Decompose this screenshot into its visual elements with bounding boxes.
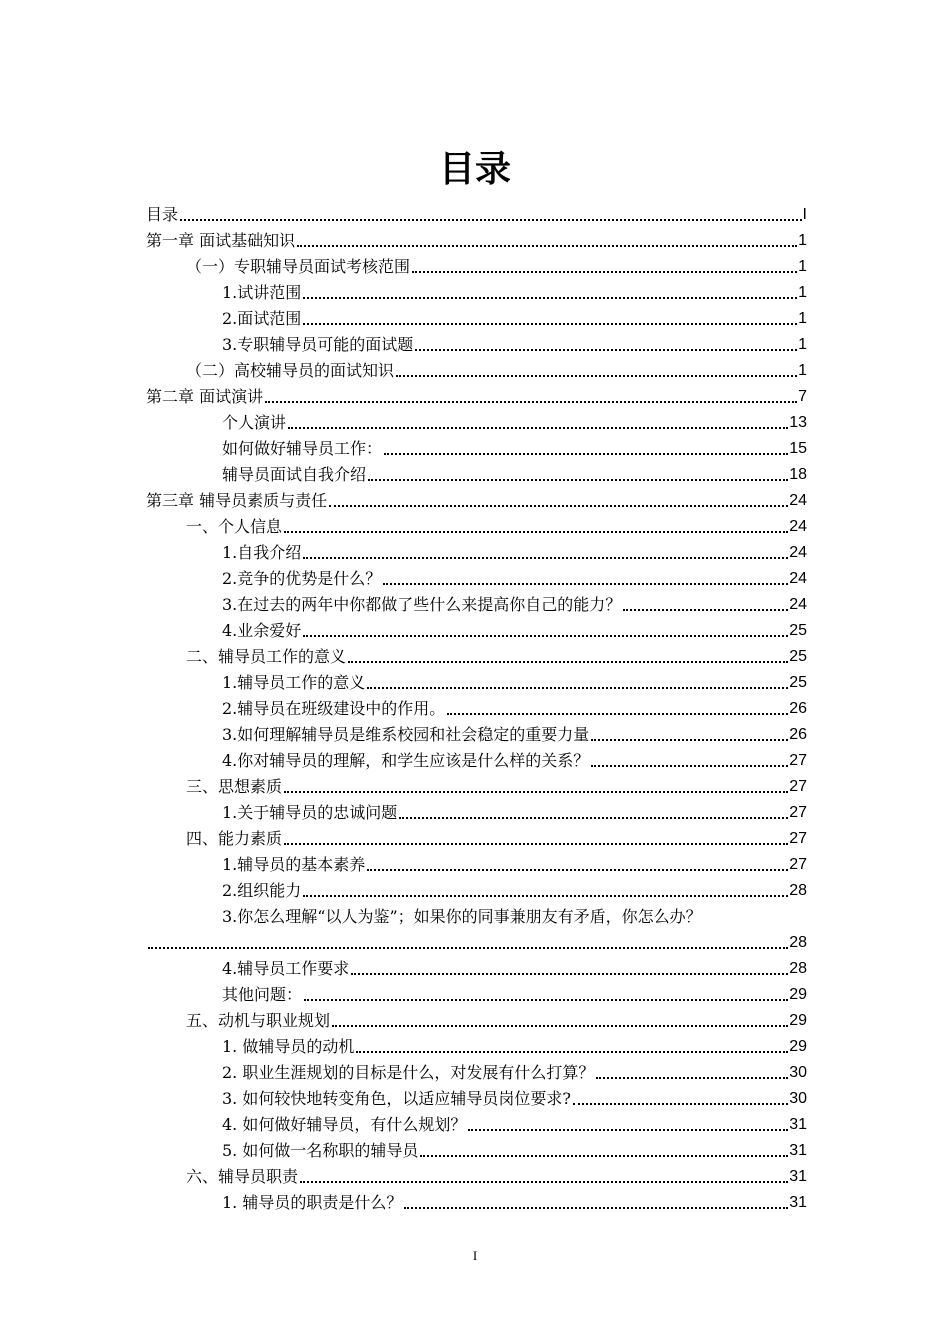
toc-entry-title: 五、动机与职业规划 bbox=[186, 1011, 331, 1030]
toc-entry-page: 27 bbox=[789, 752, 807, 769]
toc-entry-page: 1 bbox=[798, 284, 807, 301]
toc-entry-title: 一、个人信息 bbox=[186, 517, 283, 536]
toc-entry[interactable] bbox=[146, 824, 807, 850]
toc-leader-dots bbox=[351, 973, 788, 975]
toc-entry-title: 3.在过去的两年中你都做了些什么来提高你自己的能力？ bbox=[222, 595, 622, 614]
toc-leader-dots bbox=[148, 947, 788, 949]
toc-entry-title: 第三章 辅导员素质与责任 bbox=[146, 491, 328, 510]
toc-entry-page: 31 bbox=[789, 1168, 807, 1185]
toc-entry-title: 3.如何理解辅导员是维系校园和社会稳定的重要力量 bbox=[222, 725, 590, 744]
toc-leader-dots bbox=[303, 557, 788, 559]
toc-leader-dots bbox=[368, 479, 788, 481]
toc-entry-title: 其他问题： bbox=[222, 985, 303, 1004]
toc-entry-page: 24 bbox=[789, 518, 807, 535]
toc-entry[interactable] bbox=[146, 382, 807, 408]
toc-entry-page: 31 bbox=[789, 1142, 807, 1159]
toc-entry-page: 1 bbox=[798, 310, 807, 327]
toc-entry-title: 辅导员面试自我介绍 bbox=[222, 465, 367, 484]
toc-entry-page: 24 bbox=[789, 492, 807, 509]
toc-entry-page: 25 bbox=[789, 648, 807, 665]
toc-entry-page: 28 bbox=[789, 934, 807, 951]
toc-leader-dots bbox=[348, 661, 788, 663]
toc-leader-dots bbox=[284, 791, 788, 793]
toc-entry-page: 26 bbox=[789, 726, 807, 743]
toc-leader-dots bbox=[303, 895, 788, 897]
toc-entry-title: 3. 如何较快地转变角色，以适应辅导员岗位要求? bbox=[222, 1089, 571, 1108]
toc-leader-dots bbox=[303, 323, 797, 325]
toc-entry-title: 1. 做辅导员的动机 bbox=[222, 1037, 355, 1056]
toc-entry-page: 1 bbox=[798, 362, 807, 379]
toc-entry-title: 2. 职业生涯规划的目标是什么，对发展有什么打算？ bbox=[222, 1063, 595, 1082]
toc-entry[interactable] bbox=[146, 512, 807, 538]
toc-leader-dots bbox=[383, 583, 788, 585]
toc-entry-page: 28 bbox=[789, 882, 807, 899]
toc-entry[interactable] bbox=[146, 278, 807, 304]
toc-entry-page: 1 bbox=[798, 258, 807, 275]
toc-entry[interactable] bbox=[146, 200, 807, 226]
toc-entry[interactable] bbox=[146, 616, 807, 642]
toc-entry[interactable] bbox=[146, 1084, 807, 1110]
toc-leader-dots bbox=[297, 245, 797, 247]
toc-entry-page: I bbox=[802, 206, 807, 223]
toc-entry-title: 三、思想素质 bbox=[186, 777, 283, 796]
toc-leader-dots bbox=[367, 687, 788, 689]
toc-entry-page: 18 bbox=[789, 466, 807, 483]
toc-entry-title: 2.组织能力 bbox=[222, 881, 302, 900]
toc-entry-page: 27 bbox=[789, 830, 807, 847]
toc-entry-page: 13 bbox=[789, 414, 807, 431]
toc-entry-title: 4.业余爱好 bbox=[222, 621, 302, 640]
toc-entry-page: 1 bbox=[798, 336, 807, 353]
toc-entry-page: 29 bbox=[789, 1012, 807, 1029]
toc-entry[interactable] bbox=[146, 486, 807, 512]
toc-entry[interactable] bbox=[146, 1032, 807, 1058]
toc-leader-dots bbox=[573, 1103, 788, 1105]
toc-entry-page: 28 bbox=[789, 960, 807, 977]
toc-entry-page: 1 bbox=[798, 232, 807, 249]
toc-leader-dots bbox=[303, 635, 788, 637]
toc-leader-dots bbox=[284, 531, 788, 533]
toc-entry[interactable] bbox=[146, 538, 807, 564]
toc-entry-title: 1.辅导员的基本素养 bbox=[222, 855, 366, 874]
toc-entry-title: 二、辅导员工作的意义 bbox=[186, 647, 347, 666]
toc-leader-dots bbox=[303, 297, 797, 299]
toc-entry-title: 5. 如何做一名称职的辅导员 bbox=[222, 1141, 419, 1160]
toc-entry-title: （一）专职辅导员面试考核范围 bbox=[186, 257, 411, 276]
toc-entry[interactable] bbox=[146, 1188, 807, 1214]
toc-entry[interactable] bbox=[146, 1058, 807, 1084]
toc-entry[interactable] bbox=[146, 1006, 807, 1032]
toc-entry-title: 4.辅导员工作要求 bbox=[222, 959, 350, 978]
toc-leader-dots bbox=[180, 219, 802, 221]
toc-leader-dots bbox=[300, 1181, 788, 1183]
toc-entry-page: 27 bbox=[789, 856, 807, 873]
toc-leader-dots bbox=[404, 1207, 788, 1209]
table-of-contents bbox=[146, 200, 807, 1214]
toc-entry-title: 2.辅导员在班级建设中的作用。 bbox=[222, 699, 446, 718]
toc-leader-dots bbox=[596, 1077, 788, 1079]
toc-entry[interactable] bbox=[146, 252, 807, 278]
toc-leader-dots bbox=[412, 271, 797, 273]
toc-entry-title: 1.辅导员工作的意义 bbox=[222, 673, 366, 692]
toc-leader-dots bbox=[623, 609, 788, 611]
toc-entry[interactable] bbox=[146, 694, 807, 720]
toc-entry-title: 4.你对辅导员的理解，和学生应该是什么样的关系？ bbox=[222, 751, 590, 770]
toc-entry-title: 1.关于辅导员的忠诚问题 bbox=[222, 803, 398, 822]
toc-leader-dots bbox=[468, 1129, 788, 1131]
toc-entry-title: 1.试讲范围 bbox=[222, 283, 302, 302]
toc-entry[interactable] bbox=[146, 304, 807, 330]
toc-entry-page: 24 bbox=[789, 596, 807, 613]
toc-entry[interactable] bbox=[146, 460, 807, 486]
toc-entry[interactable] bbox=[146, 720, 807, 746]
toc-leader-dots bbox=[591, 765, 788, 767]
toc-entry-title: 第二章 面试演讲 bbox=[146, 387, 264, 406]
page-title: 目录 bbox=[438, 149, 511, 190]
toc-entry-page: 26 bbox=[789, 700, 807, 717]
toc-entry[interactable] bbox=[146, 876, 807, 902]
toc-entry[interactable] bbox=[146, 1110, 807, 1136]
toc-entry-page: 25 bbox=[789, 674, 807, 691]
toc-entry-page: 30 bbox=[789, 1090, 807, 1107]
toc-entry[interactable] bbox=[146, 850, 807, 876]
toc-leader-dots bbox=[265, 401, 797, 403]
toc-entry[interactable] bbox=[146, 642, 807, 668]
toc-entry-title: 4. 如何做好辅导员，有什么规划？ bbox=[222, 1115, 467, 1134]
toc-entry-title: 目录 bbox=[146, 205, 179, 224]
toc-entry-page: 24 bbox=[789, 544, 807, 561]
toc-entry-title: （二）高校辅导员的面试知识 bbox=[186, 361, 395, 380]
toc-entry-title: 第一章 面试基础知识 bbox=[146, 231, 296, 250]
toc-entry-page: 27 bbox=[789, 778, 807, 795]
toc-entry[interactable] bbox=[146, 772, 807, 798]
toc-entry-title: 个人演讲 bbox=[222, 413, 287, 432]
toc-entry-title: 1. 辅导员的职责是什么？ bbox=[222, 1193, 403, 1212]
toc-entry[interactable] bbox=[146, 434, 807, 460]
toc-entry-page: 15 bbox=[789, 440, 807, 457]
toc-entry[interactable] bbox=[146, 356, 807, 382]
toc-entry[interactable] bbox=[146, 564, 807, 590]
toc-entry[interactable] bbox=[146, 980, 807, 1006]
toc-entry-title: 2.面试范围 bbox=[222, 309, 302, 328]
toc-leader-dots bbox=[396, 375, 797, 377]
toc-entry-page: 27 bbox=[789, 804, 807, 821]
toc-entry[interactable] bbox=[146, 954, 807, 980]
toc-entry-title: 2.竞争的优势是什么？ bbox=[222, 569, 382, 588]
toc-leader-dots bbox=[384, 453, 788, 455]
toc-leader-dots bbox=[284, 843, 788, 845]
toc-entry-page: 31 bbox=[789, 1116, 807, 1133]
toc-leader-dots bbox=[367, 869, 788, 871]
toc-leader-dots bbox=[304, 999, 788, 1001]
toc-entry[interactable] bbox=[146, 1136, 807, 1162]
toc-entry-title: 如何做好辅导员工作： bbox=[222, 439, 383, 458]
toc-entry-page: 30 bbox=[789, 1064, 807, 1081]
toc-entry[interactable] bbox=[146, 226, 807, 252]
toc-entry-title: 3.你怎么理解“以人为鉴”；如果你的同事兼朋友有矛盾，你怎么办？ bbox=[222, 907, 702, 926]
toc-leader-dots bbox=[356, 1051, 788, 1053]
toc-leader-dots bbox=[329, 505, 788, 507]
toc-leader-dots bbox=[415, 349, 797, 351]
toc-entry-page: 31 bbox=[789, 1194, 807, 1211]
toc-entry[interactable] bbox=[146, 668, 807, 694]
toc-entry-page: 25 bbox=[789, 622, 807, 639]
toc-entry-page: 7 bbox=[798, 388, 807, 405]
toc-leader-dots bbox=[288, 427, 788, 429]
toc-entry-page: 24 bbox=[789, 570, 807, 587]
toc-entry-title: 六、辅导员职责 bbox=[186, 1167, 299, 1186]
toc-leader-dots bbox=[591, 739, 788, 741]
toc-leader-dots bbox=[420, 1155, 788, 1157]
toc-entry[interactable] bbox=[146, 798, 807, 824]
toc-entry[interactable] bbox=[146, 902, 807, 954]
toc-entry-page: 29 bbox=[789, 1038, 807, 1055]
toc-entry-title: 四、能力素质 bbox=[186, 829, 283, 848]
toc-entry[interactable] bbox=[146, 746, 807, 772]
page-number-footer: I bbox=[472, 1248, 478, 1263]
toc-entry-page: 29 bbox=[789, 986, 807, 1003]
toc-entry[interactable] bbox=[146, 330, 807, 356]
toc-leader-dots bbox=[332, 1025, 788, 1027]
toc-entry[interactable] bbox=[146, 408, 807, 434]
toc-entry-title: 3.专职辅导员可能的面试题 bbox=[222, 335, 414, 354]
toc-entry-title: 1.自我介绍 bbox=[222, 543, 302, 562]
toc-entry[interactable] bbox=[146, 1162, 807, 1188]
toc-leader-dots bbox=[399, 817, 788, 819]
toc-leader-dots bbox=[447, 713, 788, 715]
toc-entry[interactable] bbox=[146, 590, 807, 616]
